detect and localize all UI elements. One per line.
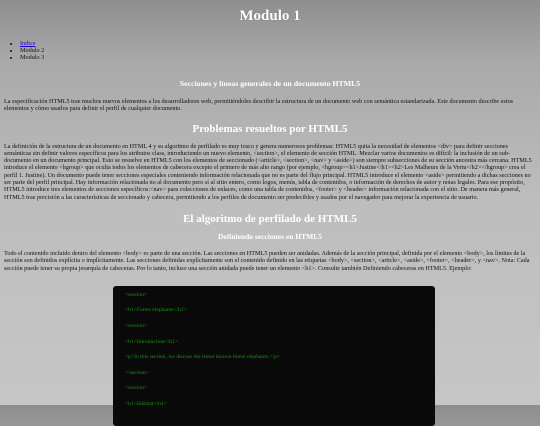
code-line: <h1>Forest elephants</h1> [125,307,187,314]
section-heading-problemas: Problemas resueltos por HTML5 [192,122,348,135]
nav-link-indice[interactable]: Indice [20,40,36,47]
code-line: <section> [125,323,148,330]
section-paragraph: La especificación HTML5 trae muchos nuevos elementos a los desarrolladores web, permitiéndoles describir la estructura de un documento web con semántica estandarizada. Este documento describe estos elementos y cómo usarlos para definir el perfil de cualquier documento. [4,98,514,113]
section-paragraph: Todo el contenido incluido dentro del elemento <body> es parte de una sección. Las secciones en HTML5 pueden ser anidadas. Además de la sección principal, definida por el elemento <body>, los límites de la sección son definidos explícita o implícitamente. Las secciones definidas explícitamente son el contenido definido en las etiquetas <body>, <section>, <article>, <aside>, <footer>, <header>, y <nav>. Nota: Cada sección puede tener su propia jerarquía de cabeceras. Por lo tanto, incluso una sección anidada puede tener un elemento <h1>. Consulte también Definiendo cabeceras en HTML5. Ejemplo: [4,249,530,272]
section-heading-algoritmo: El algoritmo de perfilado de HTML5 [183,212,357,225]
code-line: <h1>Introduction</h1> [125,338,179,345]
code-line: <p>In this section, we discuss the lesser known forest elephants.</p> [125,354,281,361]
nav-item: • Modulo 2 [20,47,536,54]
nav-list [4,40,536,61]
code-line: </section> [125,369,149,376]
nav-item: • Modulo 3 [20,54,536,61]
code-line: <h1>Habitat</h1> [125,401,167,408]
section-paragraph: La definición de la estructura de un documento en HTML 4 y su algoritmo de perfilado es muy tosco y genera numerosos problemas: HTML5 quita la necesidad de elementos <div> para definir secciones semánticas sin definir valores específicos para los atributos class, introduciendo un nuevo elemento, <section>, el elemento de sección HTML. Mezclar varios documentos es difícil: la inclusión de un sub-documento en un documento principal. Esto se resuelve en HTML5 con los elementos de seccionado (<article>, <section>, <nav> y <aside>) son siempre subsecciones de su sección ancestra más cercana. HTML5 introduce el elemento <hgroup> que oculta todos los elementos de cabecera excepto el primero de más alto rango (por ejemplo, <hgroup><h1>Justine</h1><h2>Les Malheurs de la Vertu</h2></hgroup> crea el perfil 1. Justine). Un documento puede tener secciones especiales conteniendo información relacionada que no es parte del flujo principal. HTML5 introduce el elemento <aside> permitiendo a dichas secciones no ser parte del perfil principal. Hay información relacionada no al documento pero sí al sitio entero, como logos, menús, tabla de contenidos, o información de derechos de autor y notas legales. Para ese propósito, HTML5 introduce tres elementos de secciones específicos:<nav> para colecciones de enlaces, como una tabla de contenidos, <footer> y <header> información relacionada con el sitio. De manera más general, HTML5 trae precisión a las características de seccionado y cabecera, permitiendo a los perfiles de documento ser predecibles y usados por el navegador para mejorar la experiencia de usuario. [4,142,532,201]
subsection-heading: Definiendo secciones en HTML5 [218,231,322,241]
code-line: <section> [125,385,148,392]
nav-item [20,40,536,47]
page-title: Modulo 1 [239,8,301,24]
section-heading-secciones: Secciones y líneas generales de un documento HTML5 [179,79,361,88]
code-line: <section> [125,291,148,298]
